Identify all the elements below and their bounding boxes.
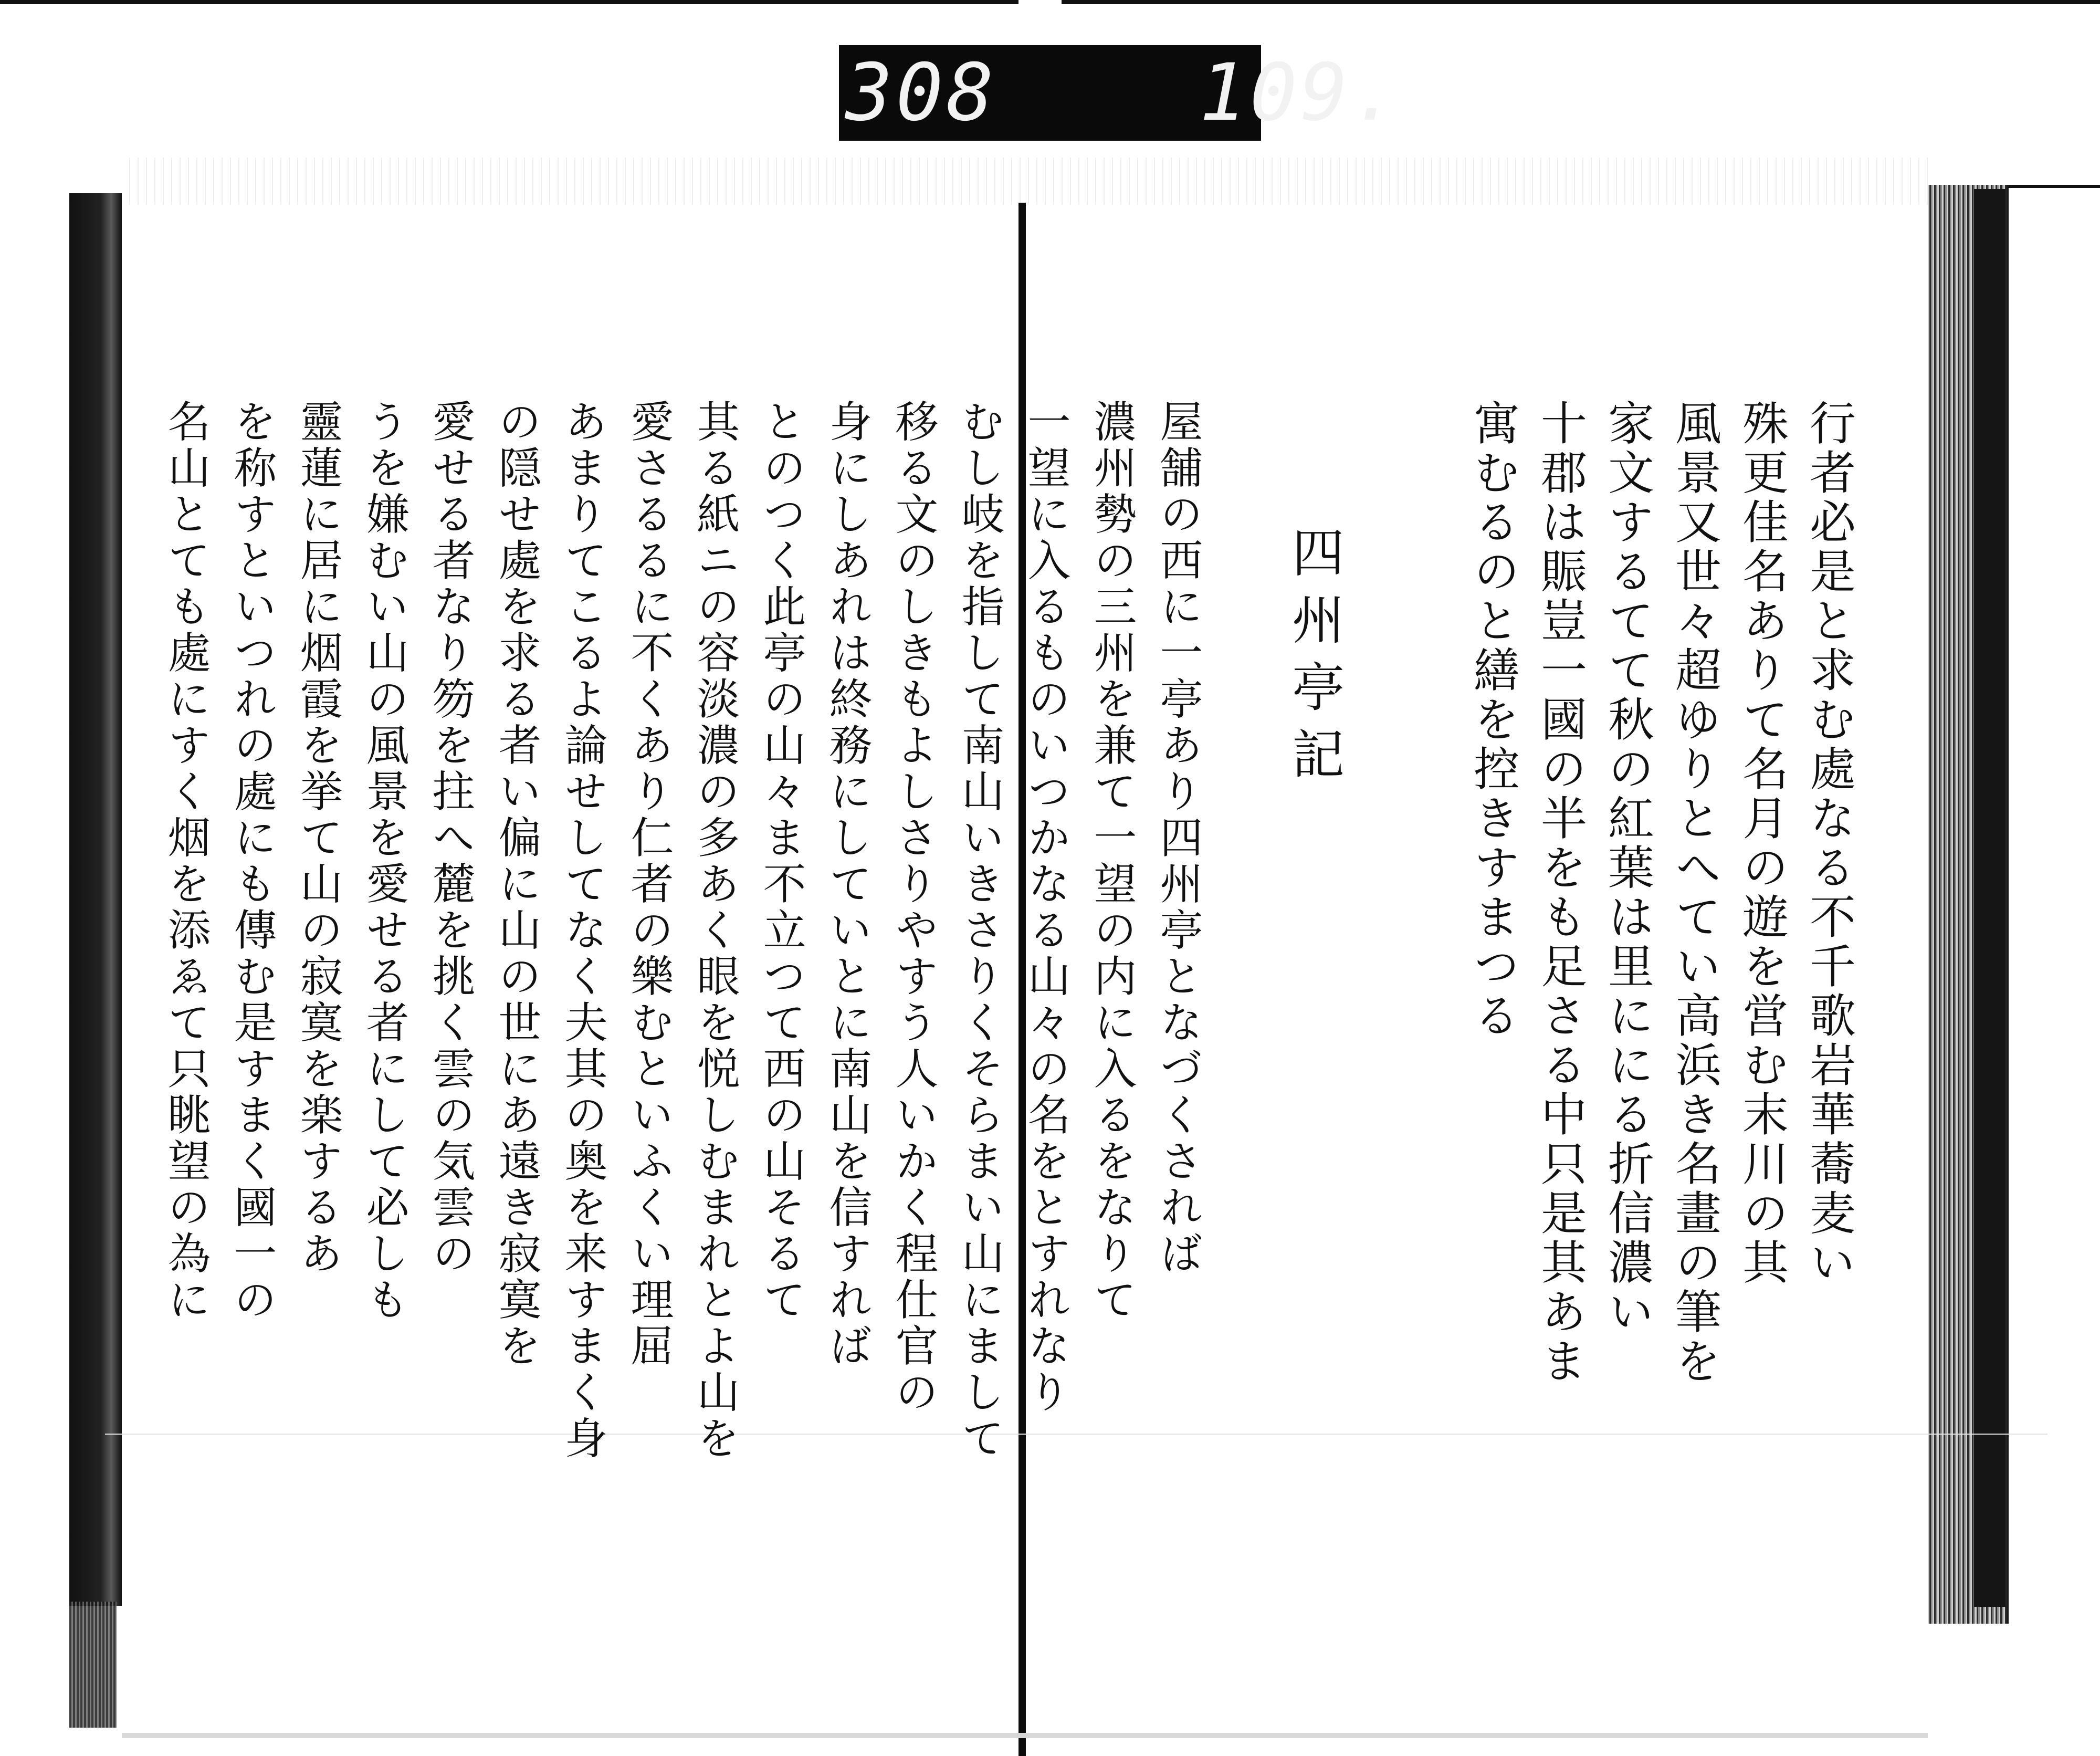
text-line: 名山とても處にすく烟を添ゑて只眺望の為に xyxy=(161,399,211,1323)
counter-left-number: 308 xyxy=(845,47,997,139)
text-line: 寓むるのと繕を控きすまつる xyxy=(1466,399,1520,1041)
top-edge-line-left xyxy=(0,0,1018,4)
text-line: 風景又世々超ゆりとへてい高浜き名畫の筆を xyxy=(1668,399,1722,1386)
text-line: の隠せ處を求る者い偏に山の世にあ遠き寂寞を xyxy=(491,399,541,1370)
text-line: 十郡は賑豈一國の半をも足さる中只是其あま xyxy=(1534,399,1588,1386)
text-line: 其る紙ニの容淡濃の多あく眼を悦しむまれとよ山を xyxy=(690,399,740,1462)
text-line: を称すといつれの處にも傳む是すまく國一の xyxy=(227,399,277,1323)
text-line: 殊更佳名ありて名月の遊を営む末川の其 xyxy=(1735,399,1789,1288)
text-line: 靈蓮に居に烟霞を挙て山の寂寞を楽するあ xyxy=(293,399,343,1277)
frame-counter xyxy=(839,45,1402,141)
page-top-smudge xyxy=(122,158,1928,205)
text-line: 行者必是と求む處なる不千歌岩華蕎麦い xyxy=(1802,399,1856,1288)
text-line: むし岐を指して南山いきさりくそらまい山にまして xyxy=(954,399,1004,1462)
text-line: 濃州勢の三州を兼て一望の内に入るをなりて xyxy=(1087,399,1137,1323)
top-edge-line-right xyxy=(1062,0,2100,4)
right-cover-top xyxy=(2007,185,2100,209)
text-line: 愛せる者なり笏を拄へ麓を挑く雲の気雲の xyxy=(425,399,475,1277)
text-line: 移る文のしきもよしさりやすう人いかく程仕官の xyxy=(888,399,938,1416)
text-line: 屋舗の西に一亭あり四州亭となづくされば xyxy=(1153,399,1203,1277)
page-bottom-edge xyxy=(122,1733,1928,1738)
text-line: 家文するてて秋の紅葉は里ににる折信濃い xyxy=(1601,399,1655,1337)
left-book-edge xyxy=(69,193,122,1606)
page-title: 四州亭記 xyxy=(1283,525,1345,794)
right-page-text xyxy=(1460,399,1863,1617)
text-line: 一望に入るものいつかなる山々の名をとすれなり xyxy=(1021,399,1070,1416)
text-line: あまりてこるよ論せしてなく夫其の奥を来すまく身 xyxy=(558,399,607,1462)
counter-right-number: 109. xyxy=(1199,47,1402,139)
right-book-edge xyxy=(1974,189,2006,1607)
left-page-text xyxy=(152,399,1211,1691)
right-cover-line xyxy=(2007,185,2009,1624)
text-line: うを嫌むい山の風景を愛せる者にして必しも xyxy=(359,399,409,1323)
text-line: とのつく此亭の山々ま不立つて西の山そるて xyxy=(756,399,806,1323)
left-book-edge-lower xyxy=(69,1602,117,1728)
text-line: 愛さるるに不くあり仁者の樂むといふくい理屈 xyxy=(624,399,674,1370)
counter-gap xyxy=(997,54,1199,132)
text-line: 身にしあれは終務にしていとに南山を信すれば xyxy=(822,399,872,1370)
